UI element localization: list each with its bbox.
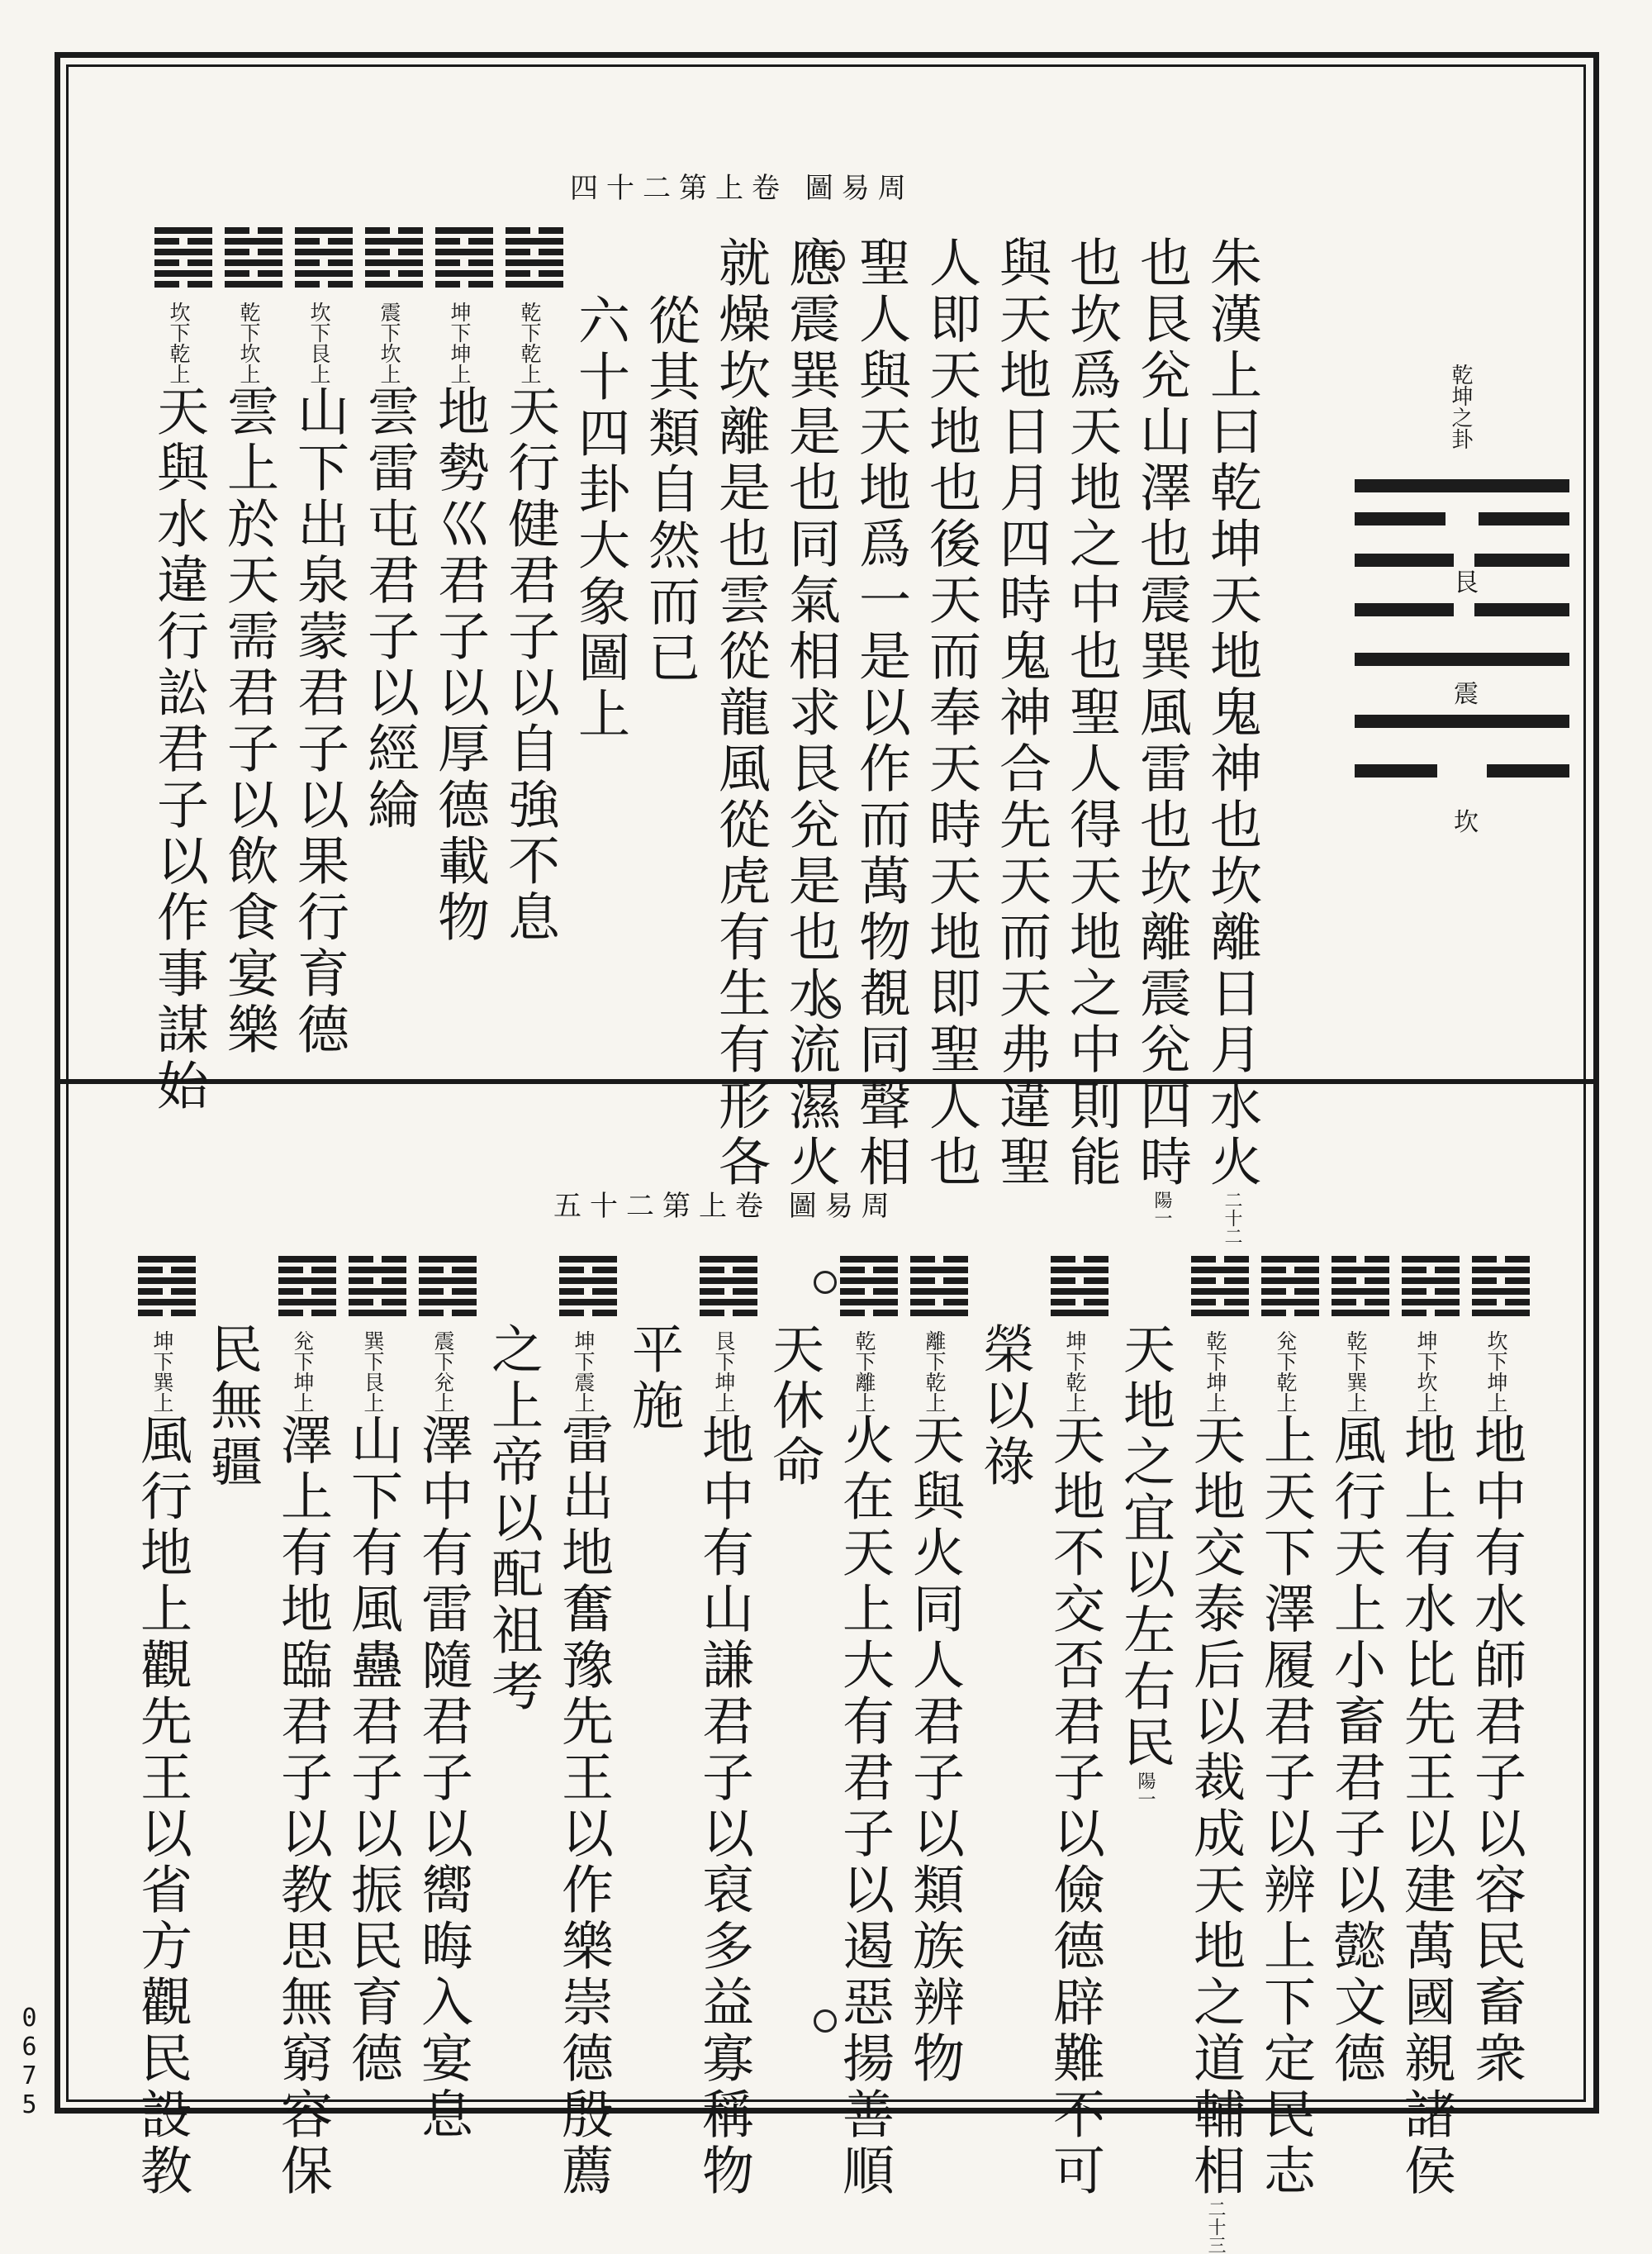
text-column xyxy=(1132,235,1192,1227)
hexagram-icon xyxy=(840,1256,898,1320)
hexagram-icon xyxy=(419,1256,477,1320)
text-column xyxy=(1045,1330,1105,2199)
hexagram-icon xyxy=(1332,1256,1389,1320)
text-column xyxy=(834,1330,895,2199)
column-text: 雲上於天需君子以飲食宴樂 xyxy=(219,384,279,1058)
hexagram-icon xyxy=(225,227,282,292)
column-text: 之上帝以配祖考 xyxy=(483,1322,544,1715)
column-text: 地中有山謙君子以裒多益寡稱物 xyxy=(694,1413,754,2199)
column-text: 平施 xyxy=(624,1322,684,1434)
text-column xyxy=(975,1322,1035,1491)
column-text: 應震巽是也同氣相求艮兊是也水流濕火 xyxy=(781,235,841,1191)
text-column xyxy=(764,1322,824,1491)
text-column xyxy=(132,1330,192,2199)
text-column xyxy=(500,302,560,946)
trigram-caption: 坤下震上 xyxy=(572,1330,596,1413)
circle-mark xyxy=(814,1271,837,1294)
trigram-caption: 兊下乾上 xyxy=(1274,1330,1298,1413)
circle-mark xyxy=(822,248,845,271)
column-text: 雲雷屯君子以經綸 xyxy=(359,384,420,834)
hexagram-icon xyxy=(365,227,423,292)
column-text: 風行天上小畜君子以懿文德 xyxy=(1326,1413,1386,2087)
trigram-caption: 乾下乾上 xyxy=(518,302,542,384)
column-text: 地中有水師君子以容民畜衆 xyxy=(1466,1413,1526,2087)
text-column xyxy=(851,235,911,1191)
text-column xyxy=(781,235,841,1191)
column-text: 從其類自然而已 xyxy=(640,293,700,687)
text-column xyxy=(149,302,209,1115)
text-column xyxy=(921,235,981,1191)
column-text: 也坎爲天地之中也聖人得天地之中則能 xyxy=(1061,235,1122,1191)
column-text: 天休命 xyxy=(764,1322,824,1491)
page-number: 0675 xyxy=(15,2004,44,2119)
trigram-caption: 兊下坤上 xyxy=(291,1330,315,1413)
trigram-caption: 坤下坤上 xyxy=(448,302,472,384)
trigram-caption: 坤下坎上 xyxy=(1414,1330,1438,1413)
hexagram-icon xyxy=(1261,1256,1319,1320)
hexagram-icon xyxy=(910,1256,968,1320)
column-text: 雷出地奮豫先王以作樂崇德殷薦 xyxy=(553,1413,614,2199)
text-column xyxy=(483,1322,544,1715)
column-text: 火在天上大有君子以遏惡揚善順 xyxy=(834,1413,895,2199)
column-text: 朱漢上曰乾坤天地鬼神也坎離日月水火 xyxy=(1202,235,1262,1191)
column-text: 與天地日月四時鬼神合先天而天弗違聖 xyxy=(991,235,1051,1191)
text-column xyxy=(1396,1330,1456,2199)
column-text: 上天下澤履君子以辨上下定民志 xyxy=(1256,1413,1316,2199)
hexagram-icon xyxy=(138,1256,196,1320)
column-text: 山下有風蠱君子以振民育德 xyxy=(343,1413,403,2087)
trigram-caption: 坤下巽上 xyxy=(150,1330,174,1413)
trigram-caption: 坤下乾上 xyxy=(1063,1330,1087,1413)
column-text: 澤中有雷隨君子以嚮晦入宴息 xyxy=(413,1413,473,2143)
trigram-caption: 乾下巽上 xyxy=(1344,1330,1368,1413)
text-column xyxy=(1466,1330,1526,2087)
text-column xyxy=(359,302,420,834)
hexagram-icon xyxy=(700,1256,757,1320)
hexagram-icon xyxy=(295,227,353,292)
column-text: 也艮兊山澤也震巽風雷也坎離震兊四時 xyxy=(1132,235,1192,1191)
hexagram-icon xyxy=(349,1256,406,1320)
diagram-label-kan: 坎 xyxy=(1454,808,1479,837)
trigram-caption: 巽下艮上 xyxy=(361,1330,385,1413)
text-column xyxy=(430,302,490,946)
column-text: 澤上有地臨君子以教思無窮容保 xyxy=(273,1413,333,2199)
text-column xyxy=(202,1322,263,1491)
diagram-label-qiankun: 乾坤之卦 xyxy=(1448,364,1473,449)
trigram-caption: 艮下坤上 xyxy=(712,1330,736,1413)
circle-mark xyxy=(814,2009,837,2033)
column-text: 風行地上觀先王以省方觀民設教 xyxy=(132,1413,192,2199)
trigram-caption: 乾下離上 xyxy=(852,1330,876,1413)
trigram-diagram xyxy=(1355,364,1569,837)
text-column xyxy=(553,1330,614,2199)
column-text: 六十四卦大象圖上 xyxy=(570,293,630,743)
text-column xyxy=(1185,1330,1246,2254)
text-column xyxy=(640,293,700,687)
hexagram-icon xyxy=(278,1256,336,1320)
margin-note: 二十二 xyxy=(1222,1191,1242,1245)
text-column xyxy=(273,1330,333,2199)
column-text: 天地之宜以左右民 xyxy=(1115,1322,1175,1771)
hexagram-icon xyxy=(1402,1256,1460,1320)
column-text: 民無疆 xyxy=(202,1322,263,1491)
margin-note: 二十三 xyxy=(1205,2199,1226,2254)
column-text: 天地交泰后以裁成天地之道輔相 xyxy=(1185,1413,1246,2199)
column-text: 天與火同人君子以類族辨物 xyxy=(904,1413,965,2087)
column-text: 天行健君子以自強不息 xyxy=(500,384,560,946)
column-text: 聖人與天地爲一是以作而萬物覩同聲相 xyxy=(851,235,911,1191)
column-text: 就燥坎離是也雲從龍風從虎有生有形各 xyxy=(710,235,771,1191)
top-page-header: 周易圖 卷上第二十四 xyxy=(570,172,914,205)
hexagram-icon xyxy=(506,227,563,292)
text-column xyxy=(694,1330,754,2199)
text-column xyxy=(1202,235,1262,1245)
hexagram-icon xyxy=(1191,1256,1249,1320)
column-text: 山下出泉蒙君子以果行育德 xyxy=(289,384,349,1058)
circle-mark xyxy=(818,996,841,1019)
bottom-page-header: 周易圖 卷上第二十五 xyxy=(553,1190,898,1223)
diagram-label-zhen: 震 xyxy=(1454,680,1479,709)
trigram-caption: 離下乾上 xyxy=(923,1330,947,1413)
column-text: 天地不交否君子以儉德辟難不可 xyxy=(1045,1413,1105,2199)
trigram-caption: 坎下乾上 xyxy=(167,302,191,384)
trigram-caption: 坎下艮上 xyxy=(307,302,331,384)
text-column xyxy=(289,302,349,1058)
text-column xyxy=(710,235,771,1191)
margin-note: 陽一 xyxy=(1151,1191,1172,1227)
text-column xyxy=(624,1322,684,1434)
column-text: 人即天地也後天而奉天時天地即聖人也 xyxy=(921,235,981,1191)
text-column xyxy=(1115,1322,1175,1808)
hexagram-icon xyxy=(154,227,212,292)
text-column xyxy=(1061,235,1122,1191)
text-column xyxy=(1256,1330,1316,2199)
trigram-caption: 乾下坎上 xyxy=(237,302,261,384)
text-column xyxy=(1326,1330,1386,2087)
column-text: 天與水違行訟君子以作事謀始 xyxy=(149,384,209,1115)
text-column xyxy=(570,293,630,743)
trigram-caption: 乾下坤上 xyxy=(1203,1330,1227,1413)
trigram-caption: 坎下坤上 xyxy=(1484,1330,1508,1413)
text-column xyxy=(343,1330,403,2087)
hexagram-icon xyxy=(559,1256,617,1320)
column-text: 地上有水比先王以建萬國親諸侯 xyxy=(1396,1413,1456,2199)
column-text: 地勢巛君子以厚德載物 xyxy=(430,384,490,946)
hexagram-icon xyxy=(1472,1256,1530,1320)
trigram-caption: 震下坎上 xyxy=(377,302,401,384)
hexagram-icon xyxy=(1051,1256,1108,1320)
text-column xyxy=(991,235,1051,1191)
trigram-caption: 震下兊上 xyxy=(431,1330,455,1413)
text-column xyxy=(413,1330,473,2143)
column-text: 榮以祿 xyxy=(975,1322,1035,1491)
text-column xyxy=(219,302,279,1058)
text-column xyxy=(904,1330,965,2087)
diagram-label-gen: 艮 xyxy=(1454,568,1479,597)
hexagram-icon xyxy=(435,227,493,292)
margin-note: 陽一 xyxy=(1135,1771,1156,1808)
